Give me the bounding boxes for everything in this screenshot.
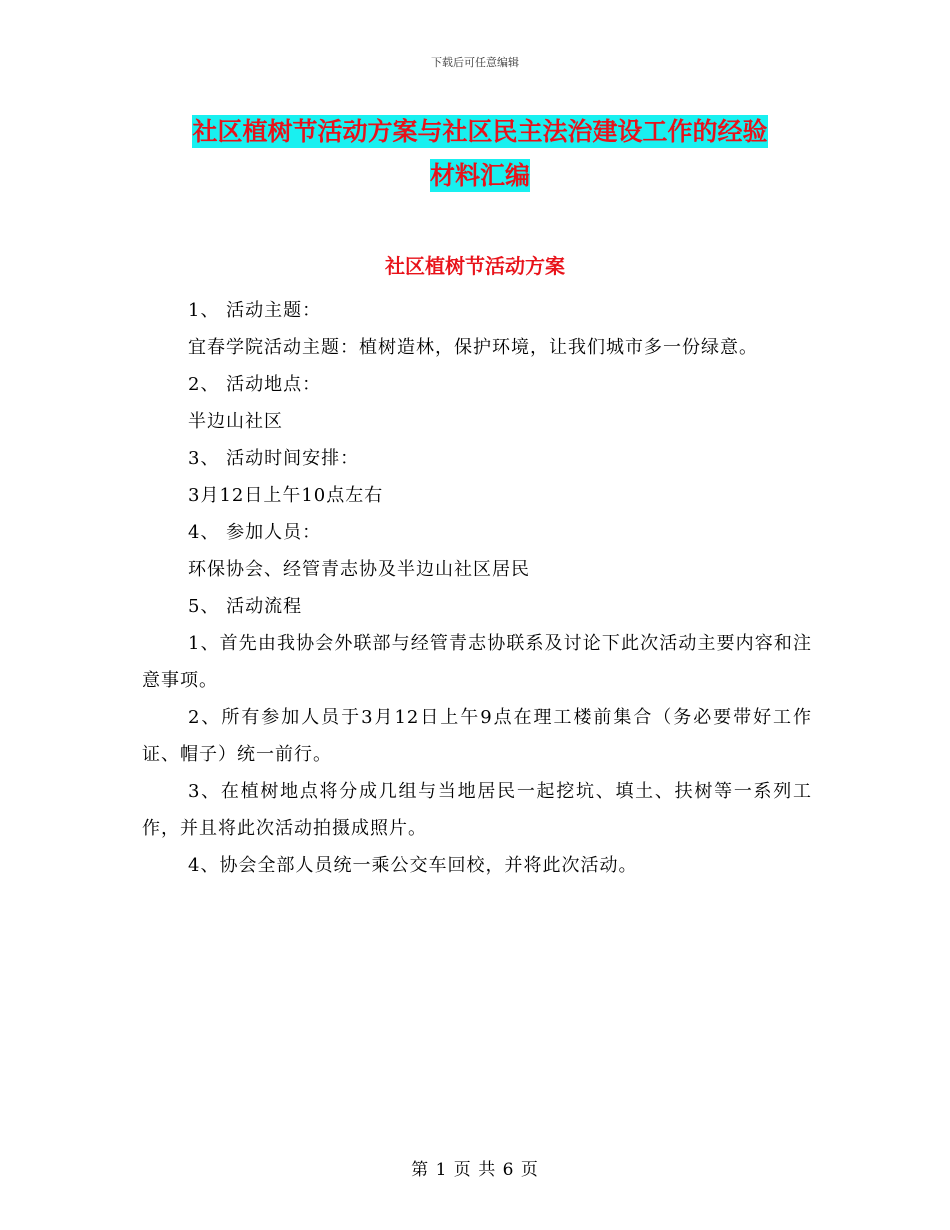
document-title (140, 110, 820, 198)
document-title-line-1: 社区植树节活动方案与社区民主法治建设工作的经验 (192, 117, 768, 146)
heading-participants: 4、 参加人员： (188, 522, 322, 543)
text-location: 半边山社区 (188, 411, 283, 432)
text-participants: 环保协会、经管青志协及半边山社区居民 (188, 559, 530, 580)
document-title-line-2: 材料汇编 (429, 161, 530, 190)
text-schedule: 3月12日上午10点左右 (188, 485, 384, 506)
document-body (142, 292, 812, 884)
paragraph-step-3: 3、在植树地点将分成几组与当地居民一起挖坑、填土、扶树等一系列工作，并且将此次活动拍摄成照片。 (142, 781, 812, 839)
paragraph-step-4: 4、协会全部人员统一乘公交车回校，并将此次活动。 (188, 855, 638, 876)
header-note: 下载后可任意编辑 (431, 56, 519, 69)
paragraph-theme: 宜春学院活动主题：植树造林，保护环境，让我们城市多一份绿意。 (188, 337, 758, 358)
heading-location: 2、 活动地点： (188, 374, 322, 395)
section-title: 社区植树节活动方案 (385, 254, 565, 278)
paragraph-step-2: 2、所有参加人员于3月12日上午9点在理工楼前集合（务必要带好工作证、帽子）统一前行。 (142, 707, 812, 765)
page-number-footer: 第 1 页 共 6 页 (411, 1160, 539, 1180)
heading-process: 5、 活动流程 (188, 596, 303, 617)
heading-theme: 1、 活动主题： (188, 300, 322, 321)
paragraph-step-1: 1、首先由我协会外联部与经管青志协联系及讨论下此次活动主要内容和注意事项。 (142, 633, 812, 691)
heading-schedule: 3、 活动时间安排： (188, 448, 360, 469)
